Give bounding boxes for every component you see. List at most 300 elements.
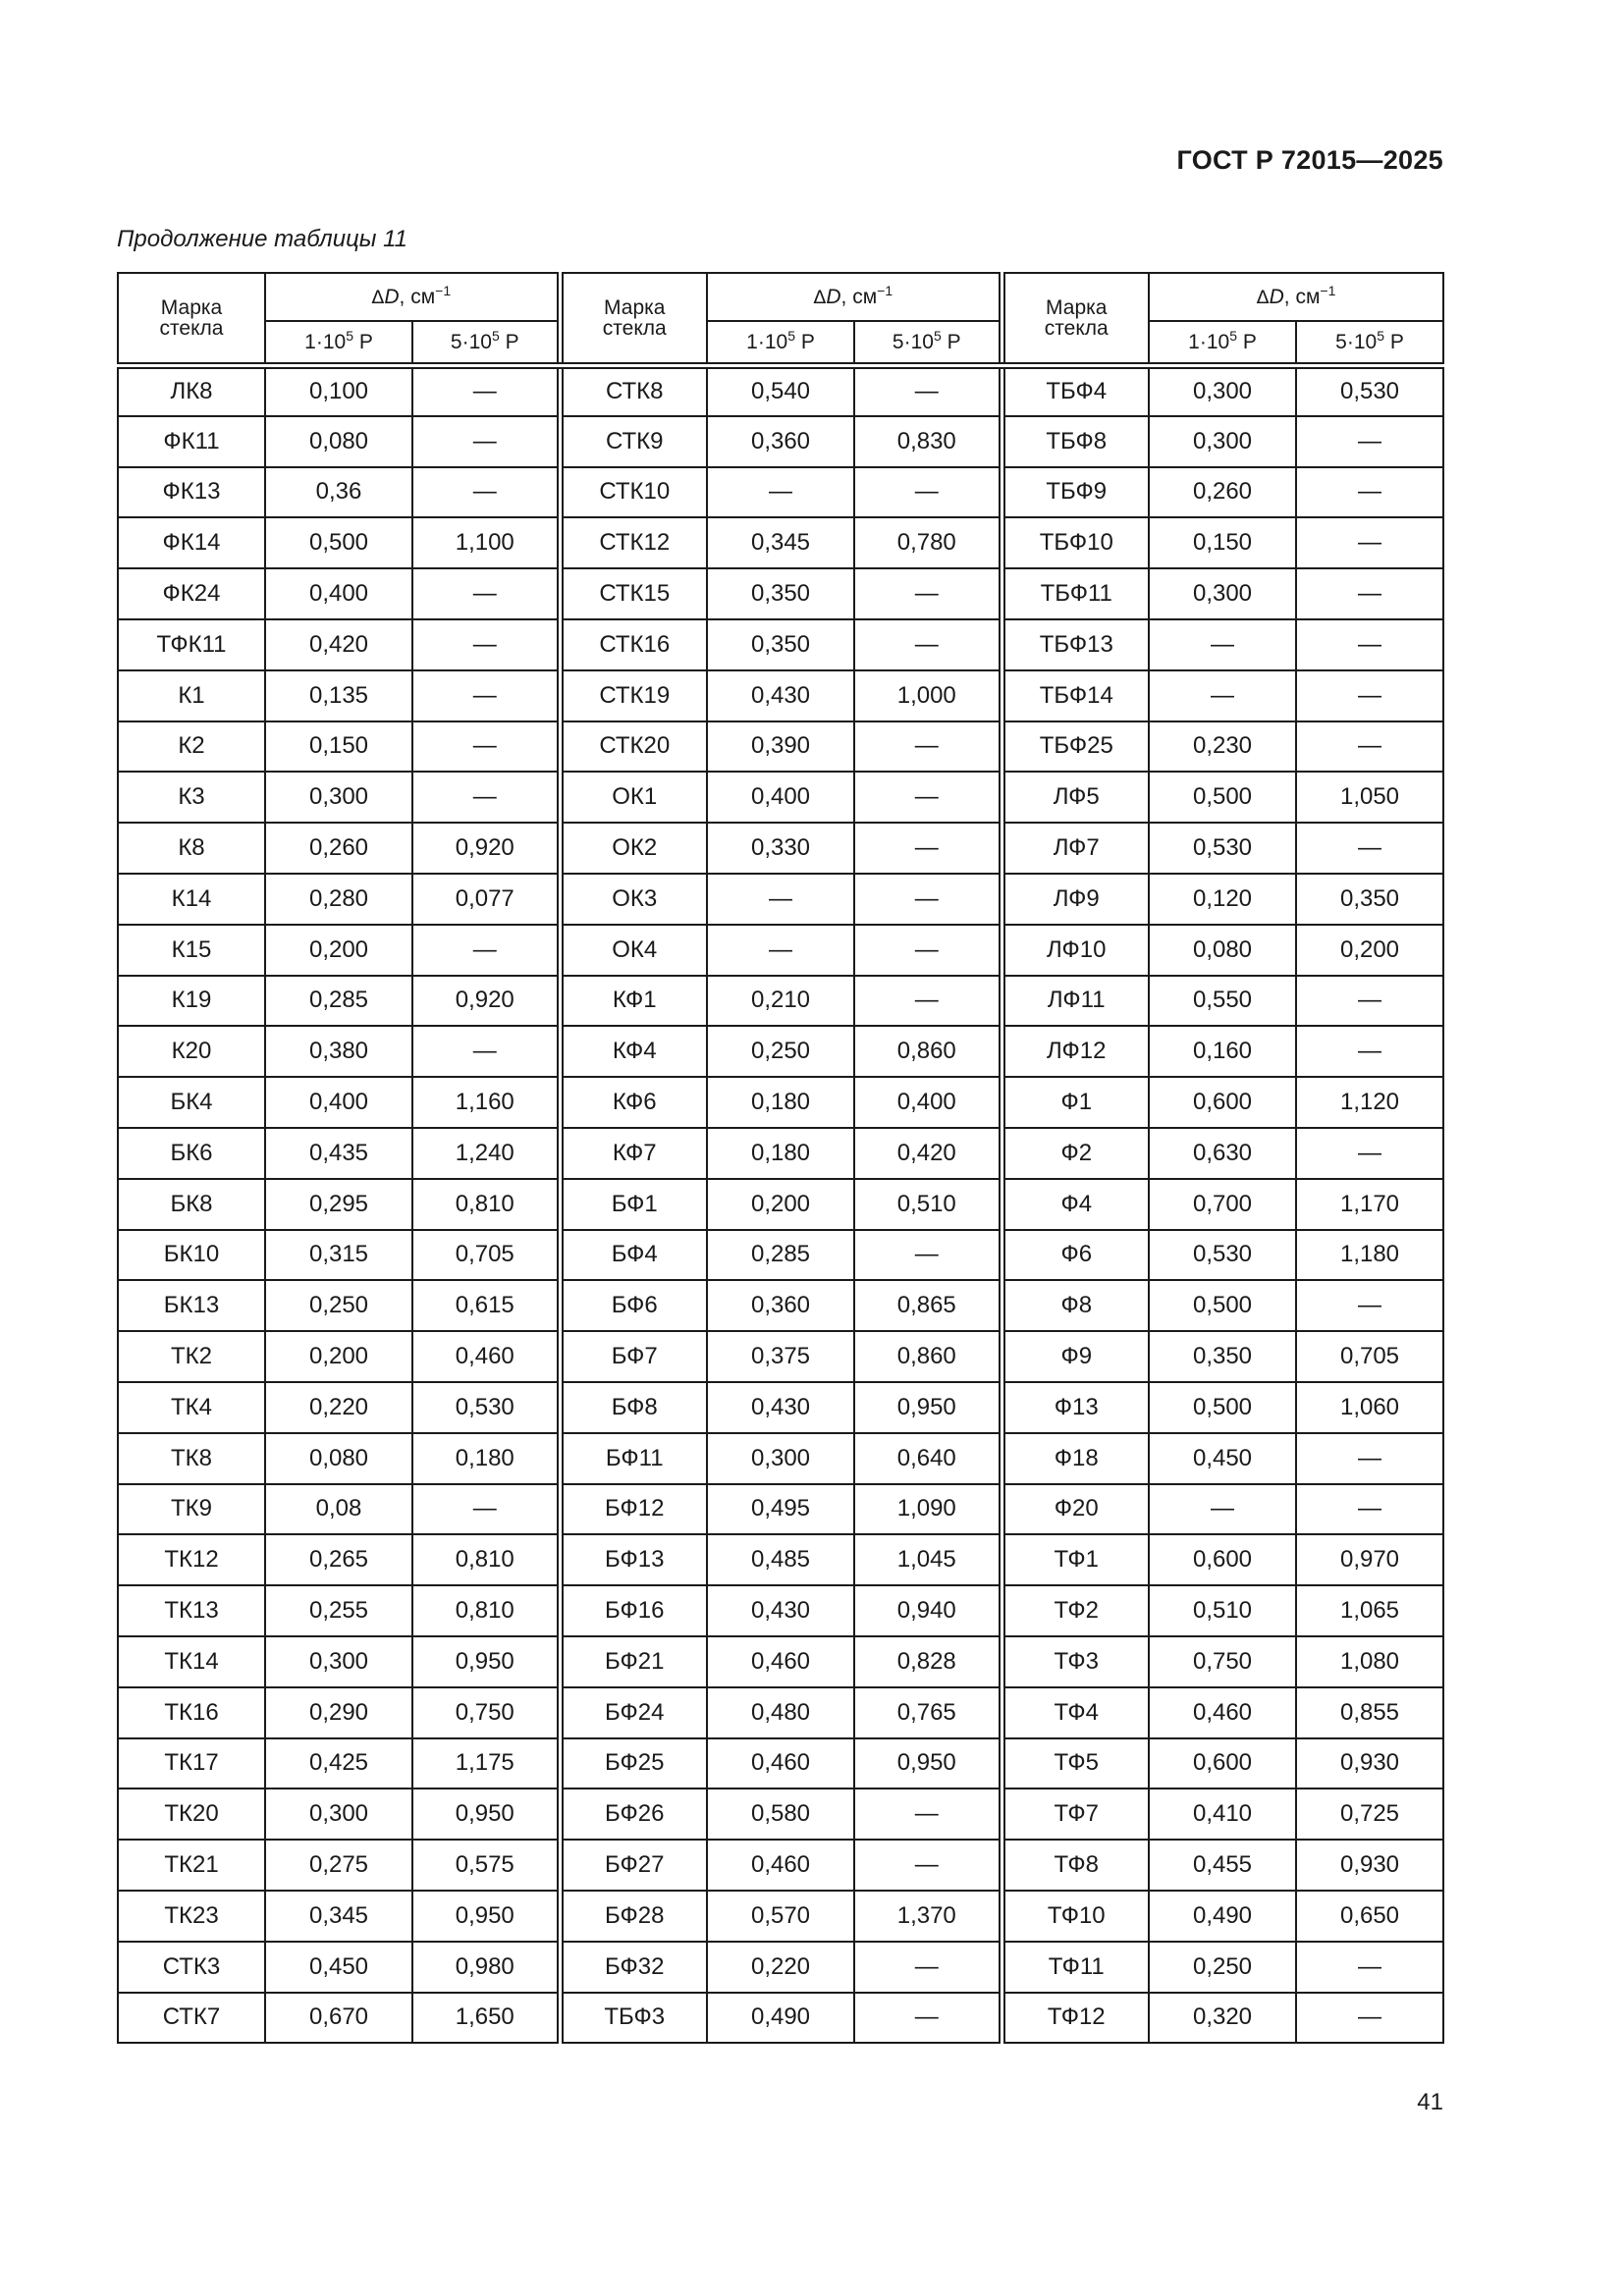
delta-variable: D — [826, 286, 841, 308]
dose-exponent: 5 — [787, 327, 795, 344]
table-row — [118, 823, 1443, 874]
glass-grade-cell: ТФ7 — [1001, 1789, 1149, 1840]
delta-symbol: Δ — [371, 287, 385, 308]
glass-grade-cell: ФК24 — [118, 568, 265, 619]
glass-grade-cell: Ф6 — [1001, 1230, 1149, 1281]
glass-grade-cell: ТФ4 — [1001, 1687, 1149, 1738]
delta-d-1e5-cell: 0,265 — [265, 1534, 412, 1585]
dose-1e5-column-header — [1149, 321, 1296, 365]
table-row — [118, 1840, 1443, 1891]
glass-grade-cell: К14 — [118, 874, 265, 925]
glass-grade-cell: К3 — [118, 772, 265, 823]
dose-prefix: 5·10 — [1335, 330, 1378, 353]
glass-grade-cell: СТК9 — [560, 416, 707, 467]
delta-d-5e5-cell: 0,615 — [412, 1280, 560, 1331]
delta-d-1e5-cell: 0,135 — [265, 670, 412, 721]
glass-grade-cell: БФ21 — [560, 1636, 707, 1687]
delta-d-1e5-cell: 0,295 — [265, 1179, 412, 1230]
delta-d-5e5-cell: 1,000 — [854, 670, 1001, 721]
delta-d-1e5-cell: 0,150 — [1149, 517, 1296, 568]
glass-grade-cell: ТФ5 — [1001, 1738, 1149, 1789]
delta-d-1e5-cell: 0,500 — [1149, 1280, 1296, 1331]
delta-d-1e5-cell: 0,400 — [707, 772, 854, 823]
grade-header-line2: стекла — [159, 316, 224, 340]
delta-d-1e5-cell: 0,400 — [265, 568, 412, 619]
glass-grade-cell: БФ12 — [560, 1484, 707, 1535]
glass-grade-cell: ЛК8 — [118, 365, 265, 416]
delta-d-5e5-cell: 0,950 — [412, 1636, 560, 1687]
delta-d-5e5-cell: 1,045 — [854, 1534, 1001, 1585]
delta-d-1e5-cell: 0,460 — [707, 1840, 854, 1891]
dose-5e5-column-header — [1296, 321, 1443, 365]
delta-d-5e5-cell: — — [854, 1789, 1001, 1840]
delta-d-5e5-cell: — — [1296, 568, 1443, 619]
dose-prefix: 1·10 — [746, 330, 788, 353]
table-row — [118, 1382, 1443, 1433]
delta-d-5e5-cell: 0,077 — [412, 874, 560, 925]
table-row — [118, 1331, 1443, 1382]
delta-d-1e5-cell: 0,380 — [265, 1026, 412, 1077]
delta-d-5e5-cell: — — [854, 874, 1001, 925]
glass-grade-cell: КФ1 — [560, 976, 707, 1027]
delta-d-1e5-cell: 0,600 — [1149, 1738, 1296, 1789]
delta-d-5e5-cell: — — [1296, 976, 1443, 1027]
delta-d-1e5-cell: 0,320 — [1149, 1993, 1296, 2044]
glass-grade-cell: ТФ3 — [1001, 1636, 1149, 1687]
delta-d-5e5-cell: 0,420 — [854, 1128, 1001, 1179]
glass-grade-cell: СТК10 — [560, 467, 707, 518]
table-row — [118, 1280, 1443, 1331]
glass-grade-cell: ТБФ8 — [1001, 416, 1149, 467]
glass-grade-cell: БК13 — [118, 1280, 265, 1331]
delta-variable: D — [384, 286, 400, 308]
delta-d-1e5-cell: 0,435 — [265, 1128, 412, 1179]
glass-grade-cell: БФ32 — [560, 1942, 707, 1993]
delta-d-1e5-cell: 0,500 — [265, 517, 412, 568]
delta-d-1e5-cell: 0,08 — [265, 1484, 412, 1535]
delta-d-1e5-cell: 0,285 — [265, 976, 412, 1027]
table-row — [118, 670, 1443, 721]
delta-d-5e5-cell: — — [1296, 670, 1443, 721]
glass-grade-cell: Ф2 — [1001, 1128, 1149, 1179]
delta-d-5e5-cell: — — [1296, 1026, 1443, 1077]
dose-prefix: 1·10 — [304, 330, 347, 353]
glass-grade-cell: Ф8 — [1001, 1280, 1149, 1331]
delta-d-5e5-cell: 0,950 — [854, 1382, 1001, 1433]
delta-d-1e5-cell: 0,300 — [707, 1433, 854, 1484]
glass-grade-cell: СТК19 — [560, 670, 707, 721]
grade-header-line1: Марка — [604, 295, 666, 319]
glass-grade-cell: ТК14 — [118, 1636, 265, 1687]
glass-grade-cell: КФ4 — [560, 1026, 707, 1077]
delta-d-1e5-cell: 0,150 — [265, 721, 412, 773]
glass-grade-cell: ТБФ10 — [1001, 517, 1149, 568]
glass-grade-cell: Ф4 — [1001, 1179, 1149, 1230]
delta-d-5e5-cell: 0,650 — [1296, 1891, 1443, 1942]
delta-unit: , см — [840, 286, 878, 308]
delta-d-1e5-cell: 0,220 — [707, 1942, 854, 1993]
delta-d-5e5-cell: 1,170 — [1296, 1179, 1443, 1230]
delta-d-1e5-cell: 0,255 — [265, 1585, 412, 1636]
glass-grade-cell: СТК20 — [560, 721, 707, 773]
delta-d-5e5-cell: — — [854, 1993, 1001, 2044]
glass-grade-cell: БФ1 — [560, 1179, 707, 1230]
delta-d-1e5-cell: 0,460 — [707, 1738, 854, 1789]
glass-grade-cell: К19 — [118, 976, 265, 1027]
delta-d-1e5-cell: 0,550 — [1149, 976, 1296, 1027]
delta-d-5e5-cell: — — [1296, 1433, 1443, 1484]
glass-grade-cell: ЛФ12 — [1001, 1026, 1149, 1077]
delta-unit: , см — [1283, 286, 1321, 308]
delta-d-5e5-cell: — — [412, 568, 560, 619]
delta-d-1e5-cell: 0,080 — [1149, 925, 1296, 976]
delta-d-5e5-cell: — — [412, 619, 560, 670]
delta-d-5e5-cell: 1,080 — [1296, 1636, 1443, 1687]
delta-d-1e5-cell: 0,300 — [1149, 416, 1296, 467]
header-row-1 — [118, 273, 1443, 321]
glass-grade-cell: СТК7 — [118, 1993, 265, 2044]
glass-grade-cell: К1 — [118, 670, 265, 721]
glass-grade-cell: СТК12 — [560, 517, 707, 568]
glass-grade-cell: СТК3 — [118, 1942, 265, 1993]
delta-d-5e5-cell: — — [854, 823, 1001, 874]
table-row — [118, 416, 1443, 467]
delta-d-1e5-cell: 0,300 — [265, 772, 412, 823]
grade-column-header — [560, 273, 707, 365]
delta-d-1e5-cell: 0,200 — [265, 1331, 412, 1382]
glass-grade-cell: ТБФ9 — [1001, 467, 1149, 518]
delta-d-5e5-cell: — — [412, 772, 560, 823]
delta-d-5e5-cell: — — [412, 925, 560, 976]
glass-grade-cell: БФ28 — [560, 1891, 707, 1942]
table-row — [118, 721, 1443, 773]
glass-grade-cell: ТФК11 — [118, 619, 265, 670]
delta-d-1e5-cell: 0,210 — [707, 976, 854, 1027]
delta-d-column-header — [707, 273, 1001, 321]
delta-d-5e5-cell: 0,828 — [854, 1636, 1001, 1687]
delta-d-5e5-cell: 0,810 — [412, 1585, 560, 1636]
glass-grade-cell: ЛФ9 — [1001, 874, 1149, 925]
glass-grade-cell: БФ13 — [560, 1534, 707, 1585]
delta-d-1e5-cell: 0,510 — [1149, 1585, 1296, 1636]
header-row-2 — [118, 321, 1443, 365]
table-row — [118, 1128, 1443, 1179]
delta-d-5e5-cell: — — [1296, 467, 1443, 518]
delta-d-column-header — [1149, 273, 1443, 321]
glass-grade-cell: БФ16 — [560, 1585, 707, 1636]
delta-d-5e5-cell: — — [854, 925, 1001, 976]
table-row — [118, 1077, 1443, 1128]
delta-d-1e5-cell: 0,670 — [265, 1993, 412, 2044]
delta-d-5e5-cell: — — [412, 1026, 560, 1077]
delta-d-1e5-cell: 0,300 — [265, 1789, 412, 1840]
dose-unit: Р — [499, 330, 519, 353]
delta-d-1e5-cell: 0,250 — [1149, 1942, 1296, 1993]
delta-d-5e5-cell: — — [854, 721, 1001, 773]
glass-grade-cell: БФ8 — [560, 1382, 707, 1433]
delta-d-1e5-cell: 0,500 — [1149, 772, 1296, 823]
table-row — [118, 619, 1443, 670]
delta-d-1e5-cell: 0,345 — [707, 517, 854, 568]
delta-d-5e5-cell: 0,810 — [412, 1534, 560, 1585]
table-row — [118, 772, 1443, 823]
delta-d-1e5-cell: 0,630 — [1149, 1128, 1296, 1179]
delta-d-1e5-cell: — — [1149, 619, 1296, 670]
glass-grade-cell: ТФ8 — [1001, 1840, 1149, 1891]
glass-grade-cell: БФ6 — [560, 1280, 707, 1331]
delta-d-1e5-cell: 0,490 — [707, 1993, 854, 2044]
delta-d-1e5-cell: 0,180 — [707, 1077, 854, 1128]
delta-d-5e5-cell: — — [1296, 416, 1443, 467]
grade-column-header — [118, 273, 265, 365]
delta-d-5e5-cell: 0,705 — [1296, 1331, 1443, 1382]
glass-grade-cell: БК8 — [118, 1179, 265, 1230]
table-row — [118, 1789, 1443, 1840]
delta-d-5e5-cell: — — [854, 976, 1001, 1027]
glass-grade-cell: КФ7 — [560, 1128, 707, 1179]
glass-grade-cell: СТК8 — [560, 365, 707, 416]
delta-d-1e5-cell: 0,120 — [1149, 874, 1296, 925]
table-row — [118, 1534, 1443, 1585]
delta-d-1e5-cell: 0,530 — [1149, 1230, 1296, 1281]
delta-d-5e5-cell: — — [412, 670, 560, 721]
delta-d-5e5-cell: — — [854, 568, 1001, 619]
table-row — [118, 1942, 1443, 1993]
glass-grade-cell: ТБФ13 — [1001, 619, 1149, 670]
dose-unit: Р — [941, 330, 961, 353]
delta-d-5e5-cell: — — [854, 619, 1001, 670]
delta-d-1e5-cell: 0,390 — [707, 721, 854, 773]
dose-exponent: 5 — [346, 327, 353, 344]
delta-d-column-header — [265, 273, 560, 321]
delta-d-1e5-cell: 0,700 — [1149, 1179, 1296, 1230]
delta-d-5e5-cell: 1,160 — [412, 1077, 560, 1128]
delta-d-1e5-cell: 0,330 — [707, 823, 854, 874]
delta-d-1e5-cell: — — [1149, 1484, 1296, 1535]
delta-d-5e5-cell: 1,650 — [412, 1993, 560, 2044]
delta-unit-exponent: −1 — [1320, 283, 1336, 298]
delta-d-5e5-cell: 0,920 — [412, 823, 560, 874]
table-row — [118, 517, 1443, 568]
delta-d-5e5-cell: 1,370 — [854, 1891, 1001, 1942]
glass-grade-cell: ТК4 — [118, 1382, 265, 1433]
delta-unit-exponent: −1 — [435, 283, 452, 298]
delta-d-1e5-cell: 0,350 — [707, 568, 854, 619]
delta-d-5e5-cell: — — [412, 1484, 560, 1535]
delta-d-5e5-cell: 0,765 — [854, 1687, 1001, 1738]
delta-d-5e5-cell: 0,780 — [854, 517, 1001, 568]
glass-grade-cell: БФ11 — [560, 1433, 707, 1484]
delta-d-5e5-cell: 1,090 — [854, 1484, 1001, 1535]
delta-d-5e5-cell: 0,830 — [854, 416, 1001, 467]
delta-d-1e5-cell: 0,480 — [707, 1687, 854, 1738]
delta-d-5e5-cell: — — [412, 365, 560, 416]
delta-d-5e5-cell: 0,400 — [854, 1077, 1001, 1128]
table-row — [118, 467, 1443, 518]
delta-unit: , см — [399, 286, 436, 308]
glass-grade-cell: ТФ10 — [1001, 1891, 1149, 1942]
delta-d-1e5-cell: 0,425 — [265, 1738, 412, 1789]
delta-d-5e5-cell: 1,065 — [1296, 1585, 1443, 1636]
table-row — [118, 1891, 1443, 1942]
delta-d-1e5-cell: 0,540 — [707, 365, 854, 416]
delta-d-1e5-cell: 0,250 — [265, 1280, 412, 1331]
delta-d-1e5-cell: 0,250 — [707, 1026, 854, 1077]
glass-grade-cell: Ф13 — [1001, 1382, 1149, 1433]
glass-data-table — [117, 272, 1444, 2044]
delta-d-5e5-cell: 0,970 — [1296, 1534, 1443, 1585]
glass-grade-cell: СТК15 — [560, 568, 707, 619]
delta-d-5e5-cell: 0,750 — [412, 1687, 560, 1738]
delta-d-1e5-cell: 0,490 — [1149, 1891, 1296, 1942]
delta-d-5e5-cell: 0,930 — [1296, 1840, 1443, 1891]
glass-grade-cell: Ф9 — [1001, 1331, 1149, 1382]
delta-d-5e5-cell: 0,810 — [412, 1179, 560, 1230]
delta-d-1e5-cell: 0,260 — [265, 823, 412, 874]
glass-grade-cell: ТФ2 — [1001, 1585, 1149, 1636]
delta-d-1e5-cell: 0,460 — [707, 1636, 854, 1687]
dose-unit: Р — [1236, 330, 1257, 353]
dose-unit: Р — [1383, 330, 1404, 353]
glass-grade-cell: ЛФ11 — [1001, 976, 1149, 1027]
glass-grade-cell: ТК2 — [118, 1331, 265, 1382]
delta-d-1e5-cell: 0,180 — [707, 1128, 854, 1179]
delta-d-5e5-cell: 1,100 — [412, 517, 560, 568]
delta-d-1e5-cell: 0,600 — [1149, 1077, 1296, 1128]
table-row — [118, 976, 1443, 1027]
glass-grade-cell: К2 — [118, 721, 265, 773]
delta-d-5e5-cell: — — [854, 365, 1001, 416]
delta-d-1e5-cell: 0,315 — [265, 1230, 412, 1281]
glass-grade-cell: ОК1 — [560, 772, 707, 823]
glass-grade-cell: К8 — [118, 823, 265, 874]
glass-grade-cell: ТБФ3 — [560, 1993, 707, 2044]
delta-d-5e5-cell: 0,855 — [1296, 1687, 1443, 1738]
glass-grade-cell: Ф1 — [1001, 1077, 1149, 1128]
delta-d-1e5-cell: 0,200 — [265, 925, 412, 976]
delta-d-1e5-cell: 0,260 — [1149, 467, 1296, 518]
table-row — [118, 1179, 1443, 1230]
delta-d-1e5-cell: 0,200 — [707, 1179, 854, 1230]
delta-d-1e5-cell: 0,430 — [707, 1382, 854, 1433]
table-row — [118, 1230, 1443, 1281]
delta-d-5e5-cell: — — [1296, 1484, 1443, 1535]
glass-grade-cell: ОК3 — [560, 874, 707, 925]
delta-d-1e5-cell: 0,750 — [1149, 1636, 1296, 1687]
glass-grade-cell: ТБФ14 — [1001, 670, 1149, 721]
glass-grade-cell: ОК4 — [560, 925, 707, 976]
glass-grade-cell: БК10 — [118, 1230, 265, 1281]
glass-grade-cell: ТБФ4 — [1001, 365, 1149, 416]
delta-symbol: Δ — [813, 287, 827, 308]
delta-variable: D — [1269, 286, 1284, 308]
glass-grade-cell: СТК16 — [560, 619, 707, 670]
dose-exponent: 5 — [1377, 327, 1384, 344]
delta-d-5e5-cell: — — [1296, 1128, 1443, 1179]
dose-1e5-column-header — [707, 321, 854, 365]
dose-5e5-column-header — [854, 321, 1001, 365]
delta-d-1e5-cell: 0,485 — [707, 1534, 854, 1585]
delta-d-5e5-cell: 0,350 — [1296, 874, 1443, 925]
glass-grade-cell: ФК14 — [118, 517, 265, 568]
delta-d-1e5-cell: 0,360 — [707, 416, 854, 467]
glass-grade-cell: ФК11 — [118, 416, 265, 467]
delta-d-5e5-cell: 0,200 — [1296, 925, 1443, 976]
glass-grade-cell: БФ27 — [560, 1840, 707, 1891]
delta-d-5e5-cell: 1,050 — [1296, 772, 1443, 823]
delta-d-5e5-cell: — — [854, 1230, 1001, 1281]
delta-d-5e5-cell: 0,530 — [412, 1382, 560, 1433]
delta-d-1e5-cell: 0,570 — [707, 1891, 854, 1942]
delta-d-1e5-cell: 0,275 — [265, 1840, 412, 1891]
glass-grade-cell: К20 — [118, 1026, 265, 1077]
delta-d-5e5-cell: 0,510 — [854, 1179, 1001, 1230]
delta-d-5e5-cell: 0,950 — [854, 1738, 1001, 1789]
glass-grade-cell: ТК9 — [118, 1484, 265, 1535]
delta-d-1e5-cell: — — [707, 467, 854, 518]
delta-d-1e5-cell: — — [707, 925, 854, 976]
delta-d-5e5-cell: 0,575 — [412, 1840, 560, 1891]
delta-d-1e5-cell: 0,430 — [707, 670, 854, 721]
dose-exponent: 5 — [933, 327, 942, 344]
delta-d-1e5-cell: 0,530 — [1149, 823, 1296, 874]
grade-header-line1: Марка — [1046, 295, 1108, 319]
delta-d-5e5-cell: — — [854, 772, 1001, 823]
table-row — [118, 1433, 1443, 1484]
delta-d-5e5-cell: 0,865 — [854, 1280, 1001, 1331]
glass-grade-cell: ТФ11 — [1001, 1942, 1149, 1993]
delta-d-1e5-cell: 0,220 — [265, 1382, 412, 1433]
grade-header-line2: стекла — [602, 316, 667, 340]
delta-d-1e5-cell: 0,290 — [265, 1687, 412, 1738]
glass-grade-cell: ФК13 — [118, 467, 265, 518]
delta-d-5e5-cell: — — [1296, 721, 1443, 773]
glass-grade-cell: ТБФ11 — [1001, 568, 1149, 619]
delta-d-5e5-cell: — — [854, 1942, 1001, 1993]
delta-d-1e5-cell: 0,160 — [1149, 1026, 1296, 1077]
delta-d-5e5-cell: 0,180 — [412, 1433, 560, 1484]
delta-d-1e5-cell: — — [707, 874, 854, 925]
delta-d-5e5-cell: — — [854, 467, 1001, 518]
delta-d-5e5-cell: — — [1296, 1993, 1443, 2044]
glass-grade-cell: ТК16 — [118, 1687, 265, 1738]
glass-grade-cell: ОК2 — [560, 823, 707, 874]
delta-d-5e5-cell: — — [1296, 1280, 1443, 1331]
delta-d-1e5-cell: 0,300 — [1149, 365, 1296, 416]
glass-grade-cell: БК4 — [118, 1077, 265, 1128]
delta-d-5e5-cell: 0,460 — [412, 1331, 560, 1382]
delta-d-5e5-cell: 0,950 — [412, 1891, 560, 1942]
table-row — [118, 1738, 1443, 1789]
delta-d-5e5-cell: 1,175 — [412, 1738, 560, 1789]
delta-d-1e5-cell: 0,420 — [265, 619, 412, 670]
table-row — [118, 874, 1443, 925]
glass-grade-cell: БФ25 — [560, 1738, 707, 1789]
delta-d-1e5-cell: 0,280 — [265, 874, 412, 925]
delta-d-1e5-cell: 0,400 — [265, 1077, 412, 1128]
delta-d-5e5-cell: 1,120 — [1296, 1077, 1443, 1128]
glass-grade-cell: БФ24 — [560, 1687, 707, 1738]
delta-d-5e5-cell: — — [1296, 1942, 1443, 1993]
delta-d-1e5-cell: 0,300 — [265, 1636, 412, 1687]
glass-grade-cell: ТК12 — [118, 1534, 265, 1585]
delta-d-1e5-cell: 0,360 — [707, 1280, 854, 1331]
delta-d-1e5-cell: 0,500 — [1149, 1382, 1296, 1433]
glass-grade-cell: ЛФ10 — [1001, 925, 1149, 976]
glass-grade-cell: ТК20 — [118, 1789, 265, 1840]
glass-grade-cell: ТК8 — [118, 1433, 265, 1484]
glass-grade-cell: БК6 — [118, 1128, 265, 1179]
